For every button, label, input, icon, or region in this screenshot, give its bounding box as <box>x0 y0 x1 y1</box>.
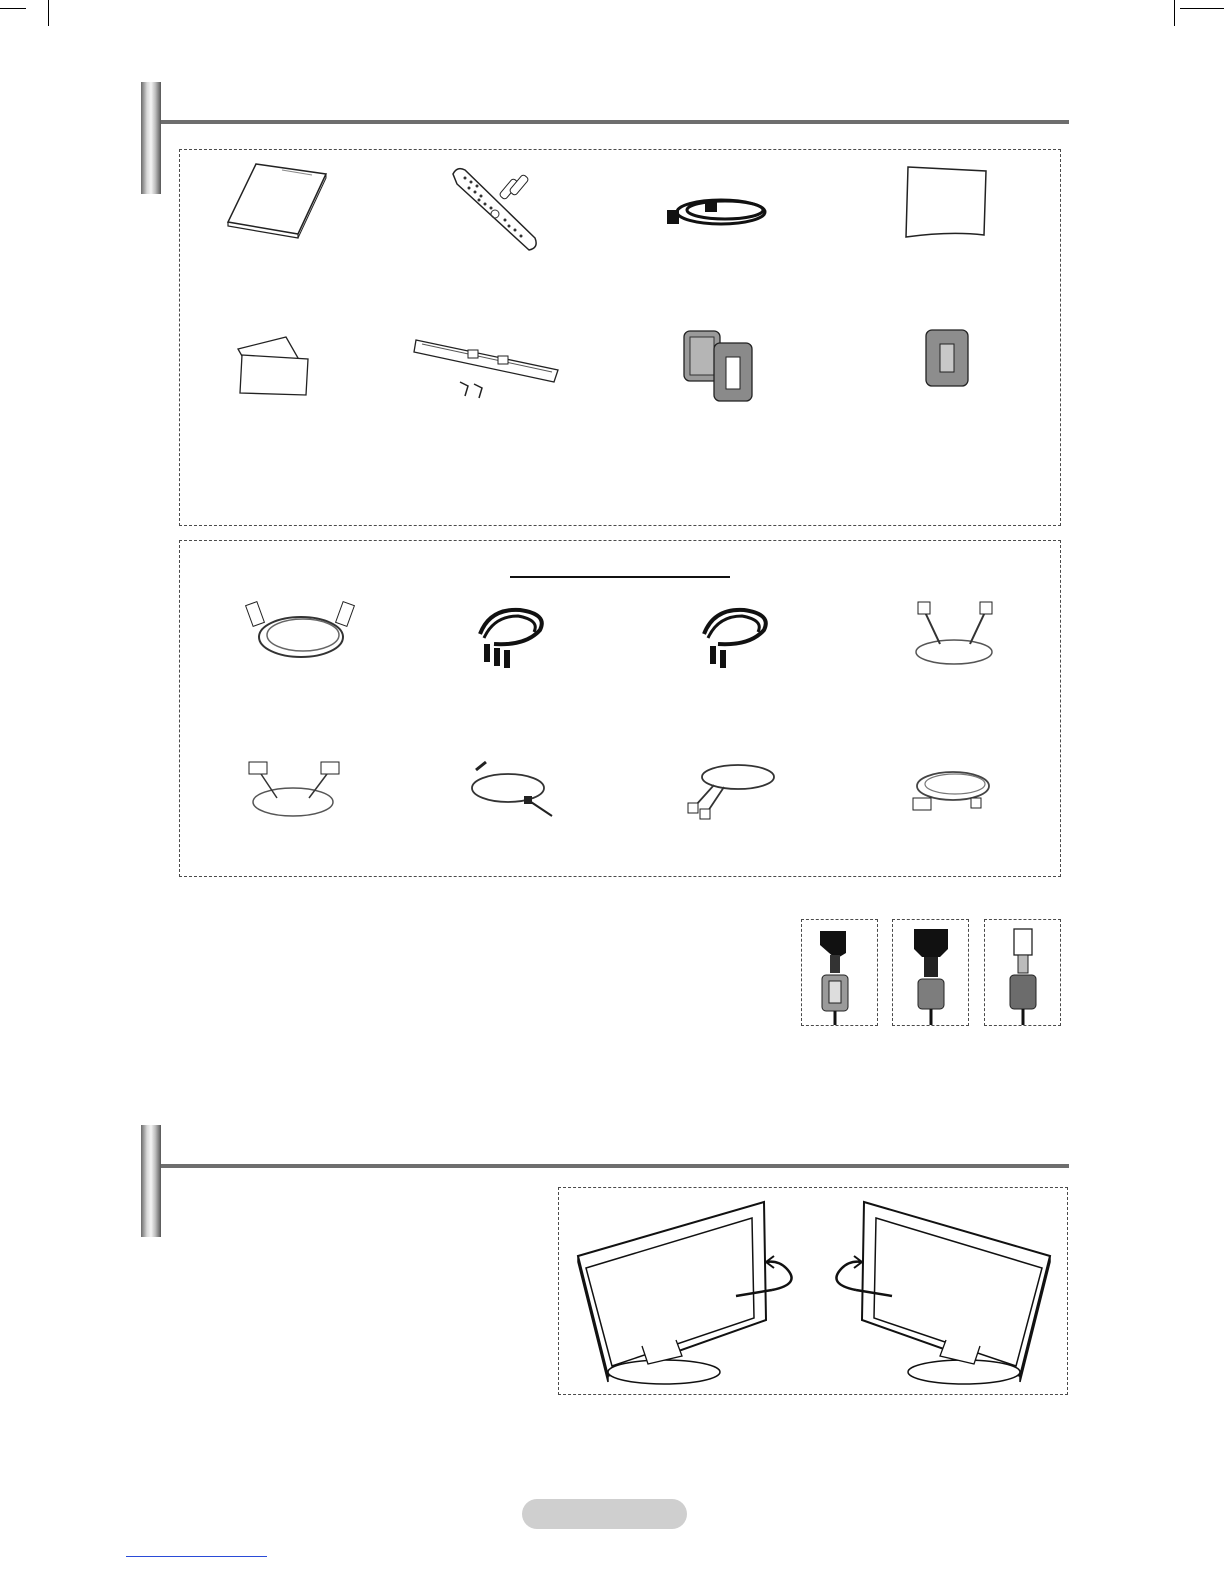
hdmi-dvi-cable-icon <box>905 762 995 818</box>
owners-instructions-icon <box>222 160 332 242</box>
ferrite-core-pair-icon <box>680 325 760 405</box>
section-rule-accessories <box>161 120 1069 124</box>
page-number-pill <box>522 1499 687 1529</box>
hdmi-cable-icon <box>684 755 779 821</box>
sold-separately-box <box>179 540 1061 877</box>
sold-separately-underline <box>510 576 730 578</box>
antenna-cable-icon <box>245 597 360 663</box>
ferrite-core-icon <box>922 326 972 390</box>
scart-cable-icon <box>247 758 342 820</box>
antenna-ferrite-icon <box>1002 925 1046 1025</box>
footer-link-underline[interactable] <box>126 1556 267 1557</box>
audio-cable-icon <box>694 604 774 670</box>
remote-control-batteries-icon <box>443 160 543 255</box>
section-bar-swivel <box>141 1125 161 1237</box>
power-plug-ferrite-icon <box>908 925 958 1025</box>
pc-audio-cable-icon <box>466 760 556 820</box>
pc-cable-icon <box>910 600 1000 668</box>
crop-mark-top-right <box>1180 8 1224 9</box>
component-cables-icon <box>470 604 550 670</box>
crop-mark-top-left-vertical <box>48 0 49 26</box>
crop-mark-top-left <box>0 8 26 9</box>
section-rule-swivel <box>161 1164 1069 1168</box>
warranty-card-icon <box>236 335 312 397</box>
stand-cover-screws-icon <box>412 330 562 405</box>
power-cord-icon <box>665 190 775 232</box>
crop-mark-top-right-vertical <box>1174 0 1175 26</box>
section-bar-accessories <box>141 82 161 194</box>
cleaning-cloth-icon <box>900 163 990 241</box>
tv-swivel-icon <box>572 1196 1056 1388</box>
power-cord-ferrite-icon <box>812 925 868 1025</box>
